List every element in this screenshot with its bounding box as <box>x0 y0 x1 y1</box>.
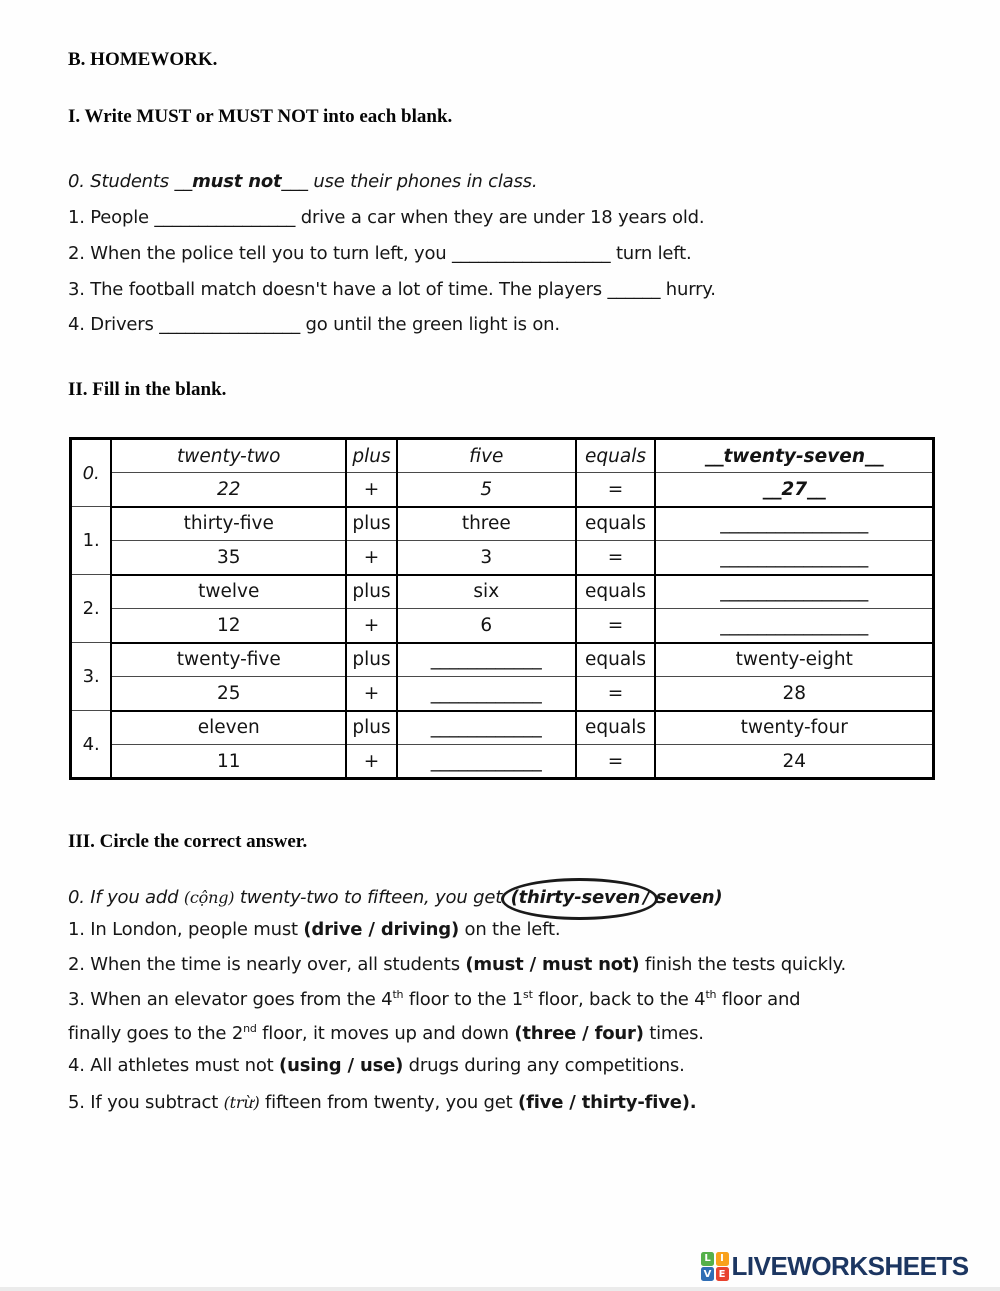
text-segment: twenty-two to fifteen, you get <box>234 887 508 908</box>
exercise3-item-0 <box>68 883 722 913</box>
section3-heading: III. Circle the correct answer. <box>68 831 308 852</box>
text-segment: drive a car when they are under 18 years old. <box>295 207 705 228</box>
fill-in-table-body <box>71 439 934 779</box>
text-segment: hurry. <box>660 279 716 300</box>
translation-note: (trừ) <box>223 1093 260 1112</box>
exercise3-item-3-line1 <box>68 988 800 1012</box>
row-number-cell: 4. <box>71 711 112 779</box>
result-digit-cell[interactable]: __27__ <box>655 473 933 507</box>
answer-choice[interactable]: / <box>637 887 656 908</box>
liveworksheets-logo[interactable] <box>701 1251 969 1282</box>
result-digit-cell: 28 <box>655 677 933 711</box>
exercise1-item-4 <box>68 313 560 337</box>
operand1-word-cell: eleven <box>111 711 346 745</box>
liveworksheets-logo-icon <box>701 1252 729 1282</box>
answer-choice[interactable]: must not <box>192 171 282 192</box>
text-segment: finish the tests quickly. <box>639 954 847 975</box>
equals-digit-cell: = <box>576 473 656 507</box>
logo-square-v: V <box>701 1267 714 1281</box>
operand2-digit-cell: 6 <box>397 609 576 643</box>
blank-segment[interactable]: ________________ <box>154 207 296 228</box>
equals-digit-cell: = <box>576 677 656 711</box>
text-segment: floor to the 1 <box>403 989 524 1010</box>
row-number-cell: 3. <box>71 643 112 711</box>
logo-square-e: E <box>716 1267 729 1281</box>
operator-digit-cell: + <box>346 677 397 711</box>
operand1-digit-cell: 12 <box>111 609 346 643</box>
equals-word-cell: equals <box>576 643 656 677</box>
text-segment: 2. When the time is nearly over, all students <box>68 954 466 975</box>
text-segment: 0. If you add <box>68 887 184 908</box>
table-word-row <box>71 507 934 541</box>
operand2-word-cell[interactable]: ____________ <box>397 711 576 745</box>
section1-heading: I. Write MUST or MUST NOT into each blank. <box>68 106 453 127</box>
result-word-cell: twenty-eight <box>655 643 933 677</box>
operand1-digit-cell: 35 <box>111 541 346 575</box>
exercise1-item-1 <box>68 206 704 230</box>
text-segment: __ <box>174 171 193 192</box>
text-segment: 1. In London, people must <box>68 919 304 940</box>
equals-word-cell: equals <box>576 575 656 609</box>
page-bottom-edge <box>0 1287 1000 1291</box>
operand2-word-cell: six <box>397 575 576 609</box>
exercise1-item-2 <box>68 242 692 266</box>
text-segment: ___ <box>281 171 308 192</box>
operand1-word-cell: twenty-two <box>111 439 346 473</box>
table-digit-row <box>71 745 934 779</box>
result-digit-cell: 24 <box>655 745 933 779</box>
text-segment: 5. If you subtract <box>68 1092 224 1113</box>
operator-digit-cell: + <box>346 541 397 575</box>
blank-segment[interactable]: ________________ <box>159 314 300 335</box>
table-digit-row <box>71 609 934 643</box>
exercise3-item-3-line2 <box>68 1022 704 1046</box>
operand1-digit-cell: 25 <box>111 677 346 711</box>
exercise3-item-4 <box>68 1054 685 1078</box>
result-word-cell[interactable]: ________________ <box>655 575 933 609</box>
operand1-word-cell: thirty-five <box>111 507 346 541</box>
operator-digit-cell: + <box>346 473 397 507</box>
text-segment: go until the green light is on. <box>300 314 560 335</box>
result-word-cell[interactable]: __twenty-seven__ <box>655 439 933 473</box>
operand1-digit-cell: 11 <box>111 745 346 779</box>
text-segment: on the left. <box>458 919 561 940</box>
operand1-word-cell: twelve <box>111 575 346 609</box>
table-digit-row <box>71 473 934 507</box>
answer-choice[interactable]: (must / must not) <box>465 954 640 975</box>
result-digit-cell[interactable]: ________________ <box>655 609 933 643</box>
exercise1-item-3 <box>68 278 716 302</box>
text-segment: turn left. <box>610 243 692 264</box>
result-digit-cell[interactable]: ________________ <box>655 541 933 575</box>
operator-digit-cell: + <box>346 745 397 779</box>
operand2-digit-cell[interactable]: ____________ <box>397 745 576 779</box>
blank-segment[interactable]: __________________ <box>452 243 611 264</box>
operand2-digit-cell: 5 <box>397 473 576 507</box>
exercise3-item-2 <box>68 953 846 977</box>
superscript: th <box>705 988 717 1001</box>
text-segment: 4. Drivers <box>68 314 160 335</box>
superscript: th <box>392 988 404 1001</box>
circled-answer[interactable]: (thirty-seven <box>501 878 659 920</box>
text-segment: floor and <box>716 989 801 1010</box>
fill-in-table <box>69 437 935 780</box>
operand2-digit-cell[interactable]: ____________ <box>397 677 576 711</box>
operator-word-cell: plus <box>346 643 397 677</box>
table-word-row <box>71 643 934 677</box>
equals-word-cell: equals <box>576 439 656 473</box>
operator-digit-cell: + <box>346 609 397 643</box>
operand2-word-cell: five <box>397 439 576 473</box>
logo-square-l: L <box>701 1252 714 1266</box>
operand2-word-cell: three <box>397 507 576 541</box>
operator-word-cell: plus <box>346 439 397 473</box>
answer-choice[interactable]: (drive / driving) <box>303 919 459 940</box>
operand1-digit-cell: 22 <box>111 473 346 507</box>
answer-choice[interactable]: seven) <box>655 887 723 908</box>
table-digit-row <box>71 677 934 711</box>
operator-word-cell: plus <box>346 575 397 609</box>
exercise3-item-5 <box>68 1091 696 1115</box>
text-segment: 2. When the police tell you to turn left, you <box>68 243 453 264</box>
text-segment: drugs during any competitions. <box>403 1055 685 1076</box>
text-segment: floor, it moves up and down <box>256 1023 515 1044</box>
text-segment: use their phones in class. <box>307 171 538 192</box>
text-segment: times. <box>643 1023 704 1044</box>
homework-title: B. HOMEWORK. <box>68 49 218 70</box>
row-number-cell: 2. <box>71 575 112 643</box>
operator-word-cell: plus <box>346 507 397 541</box>
equals-digit-cell: = <box>576 541 656 575</box>
text-segment: 1. People <box>68 207 155 228</box>
operand1-word-cell: twenty-five <box>111 643 346 677</box>
text-segment: floor, back to the 4 <box>532 989 706 1010</box>
result-word-cell[interactable]: ________________ <box>655 507 933 541</box>
text-segment: 3. When an elevator goes from the 4 <box>68 989 393 1010</box>
equals-digit-cell: = <box>576 745 656 779</box>
table-word-row <box>71 439 934 473</box>
liveworksheets-logo-text: LIVEWORKSHEETS <box>731 1251 969 1281</box>
exercise1-item-0 <box>68 170 537 194</box>
equals-word-cell: equals <box>576 711 656 745</box>
equals-digit-cell: = <box>576 609 656 643</box>
blank-segment[interactable]: ______ <box>607 279 661 300</box>
equals-word-cell: equals <box>576 507 656 541</box>
row-number-cell: 1. <box>71 507 112 575</box>
answer-choice[interactable]: (using / use) <box>279 1055 404 1076</box>
answer-choice[interactable]: (five / thirty-five). <box>518 1092 697 1113</box>
table-digit-row <box>71 541 934 575</box>
text-segment: fifteen from twenty, you get <box>259 1092 519 1113</box>
operand2-word-cell[interactable]: ____________ <box>397 643 576 677</box>
table-word-row <box>71 575 934 609</box>
logo-square-i: I <box>716 1252 729 1266</box>
text-segment: 0. Students <box>68 171 175 192</box>
operand2-digit-cell: 3 <box>397 541 576 575</box>
superscript: st <box>523 988 533 1001</box>
operator-word-cell: plus <box>346 711 397 745</box>
text-segment: 3. The football match doesn't have a lot of time. The players <box>68 279 608 300</box>
text-segment: 4. All athletes must not <box>68 1055 280 1076</box>
superscript: nd <box>243 1022 257 1035</box>
text-segment: finally goes to the 2 <box>68 1023 244 1044</box>
section2-heading: II. Fill in the blank. <box>68 379 227 400</box>
translation-note: (cộng) <box>183 888 235 907</box>
table-word-row <box>71 711 934 745</box>
result-word-cell: twenty-four <box>655 711 933 745</box>
row-number-cell: 0. <box>71 439 112 507</box>
answer-choice[interactable]: (three / four) <box>514 1023 644 1044</box>
exercise3-item-1 <box>68 918 560 942</box>
